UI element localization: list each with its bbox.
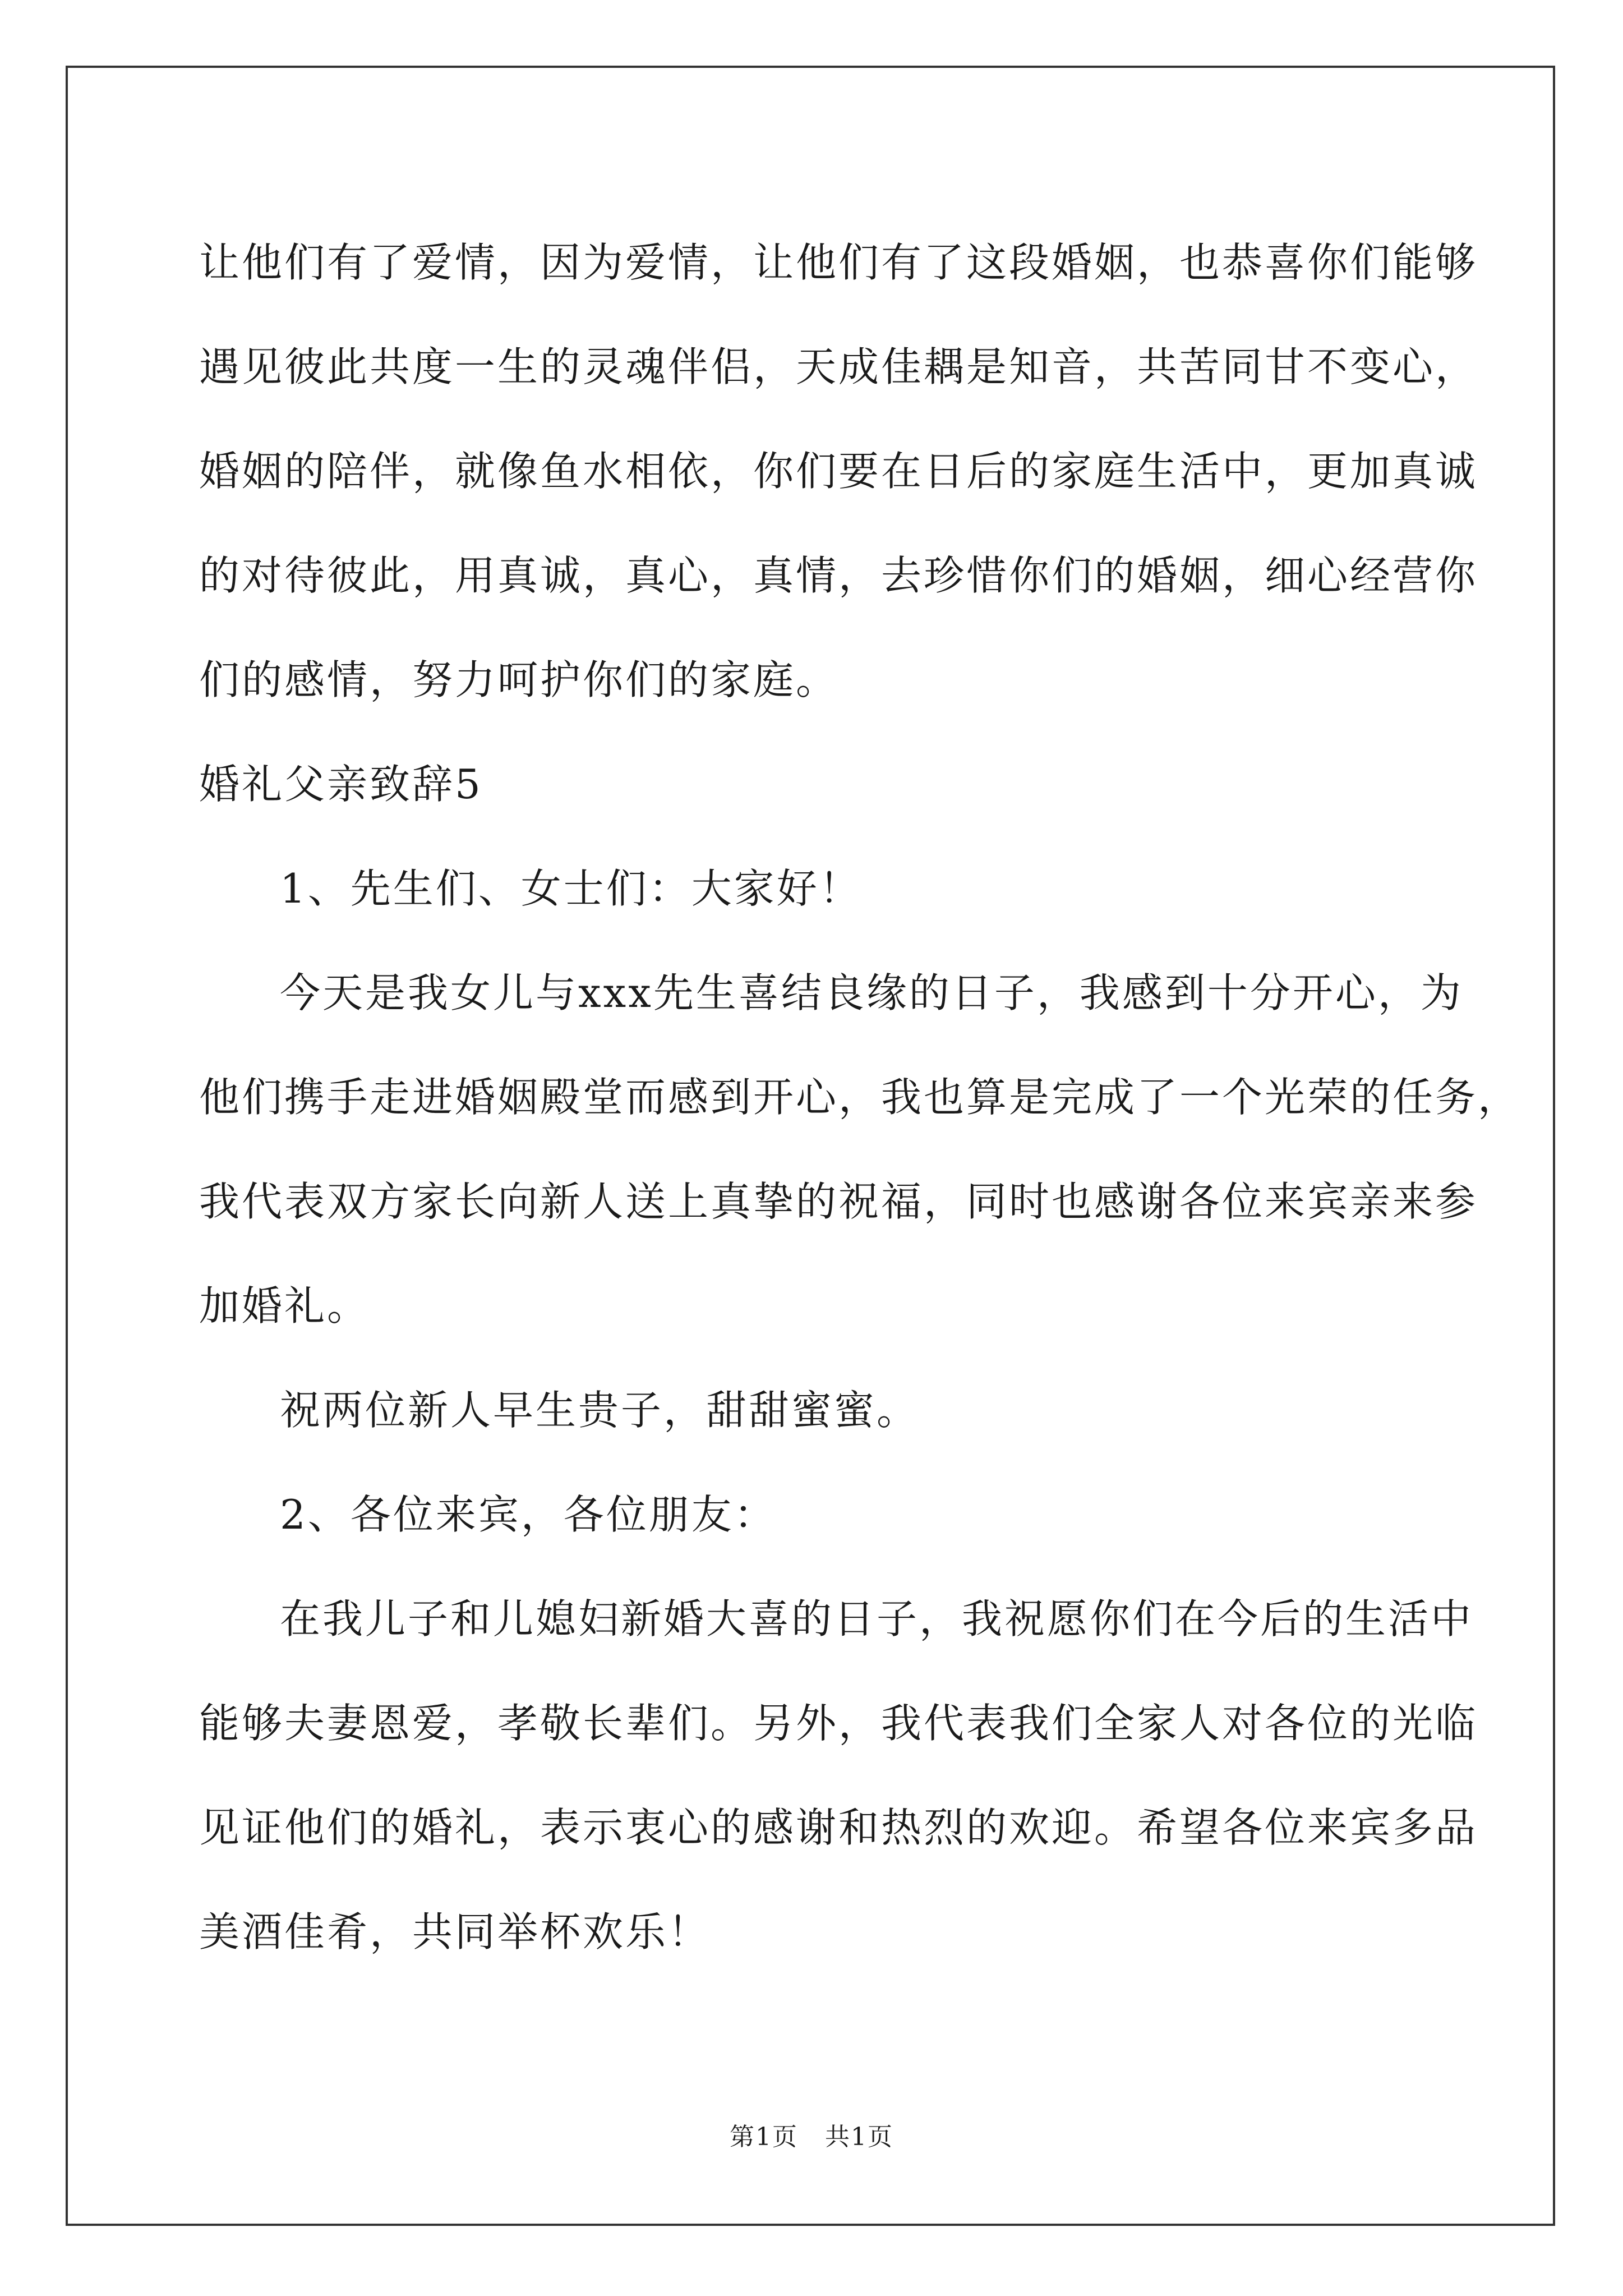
- section-heading: 婚礼父亲致辞5: [199, 761, 483, 808]
- speech-2-salutation: 2、各位来宾，各位朋友：: [280, 1491, 777, 1538]
- page-count: 共1页: [825, 2123, 893, 2151]
- body-line: 今天是我女儿与xxx先生喜结良缘的日子，我感到十分开心，为: [280, 969, 1463, 1016]
- body-line: 们的感情，努力呵护你们的家庭。: [199, 656, 839, 703]
- body-line: 遇见彼此共度一生的灵魂伴侣，天成佳耦是知音，共苦同甘不变心，: [199, 343, 1478, 390]
- page-footer: [0, 2120, 1623, 2154]
- body-line: 祝两位新人早生贵子，甜甜蜜蜜。: [280, 1387, 920, 1434]
- document-body: [199, 210, 1521, 1984]
- body-line: 的对待彼此，用真诚，真心，真情，去珍惜你们的婚姻，细心经营你: [199, 552, 1478, 599]
- body-line: 婚姻的陪伴，就像鱼水相依，你们要在日后的家庭生活中，更加真诚: [199, 448, 1478, 495]
- body-line: 加婚礼。: [199, 1282, 370, 1329]
- body-line: 见证他们的婚礼，表示衷心的感谢和热烈的欢迎。希望各位来宾多品: [199, 1804, 1478, 1851]
- body-line: 能够夫妻恩爱，孝敬长辈们。另外，我代表我们全家人对各位的光临: [199, 1700, 1478, 1747]
- body-line: 让他们有了爱情，因为爱情，让他们有了这段婚姻，也恭喜你们能够: [199, 239, 1478, 286]
- body-line: 美酒佳肴，共同举杯欢乐！: [199, 1908, 711, 1955]
- body-line: 他们携手走进婚姻殿堂而感到开心，我也算是完成了一个光荣的任务，: [199, 1074, 1521, 1121]
- speech-1-salutation: 1、先生们、女士们：大家好！: [280, 865, 862, 912]
- page-number: 第1页: [730, 2123, 798, 2151]
- body-line: 在我儿子和儿媳妇新婚大喜的日子，我祝愿你们在今后的生活中: [280, 1595, 1474, 1642]
- body-line: 我代表双方家长向新人送上真挚的祝福，同时也感谢各位来宾亲来参: [199, 1178, 1478, 1225]
